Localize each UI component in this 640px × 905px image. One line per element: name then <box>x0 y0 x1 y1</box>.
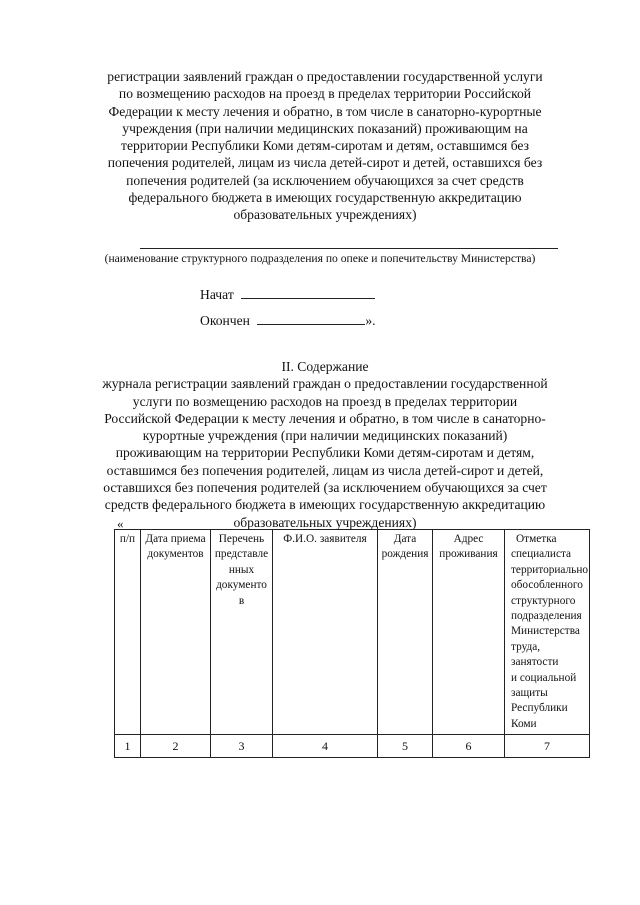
finished-label: Окончен <box>200 313 250 328</box>
quote-mark: « <box>117 516 124 531</box>
column-number-cell: 7 <box>505 735 590 758</box>
section-line: проживающим на территории Республики Коми детям-сиротам и детям, <box>115 445 535 461</box>
header-cell-applicant-name: Ф.И.О. заявителя <box>273 530 378 735</box>
journal-title <box>60 68 590 224</box>
table-header-row <box>115 530 590 735</box>
department-caption: (наименование структурного подразделения по опеке и попечительству Министерства) <box>104 252 536 265</box>
started-row <box>200 287 375 303</box>
header-cell-birth-date: Дата рождения <box>378 530 433 735</box>
section-line: услуги по возмещению расходов на проезд в пределах территории <box>132 393 518 409</box>
header-cell-number: п/п <box>115 530 141 735</box>
column-number-cell: 5 <box>378 735 433 758</box>
title-line: регистрации заявлений граждан о предоставлении государственной услуги <box>107 69 543 84</box>
column-number-cell: 1 <box>115 735 141 758</box>
table-numbering-row <box>115 735 590 758</box>
finished-suffix: ». <box>365 313 376 328</box>
title-line: попечения родителей (за исключением обучающихся за счет средств <box>126 172 524 188</box>
title-line: попечения родителей, лицам из числа детей-сирот и детей, оставшихся без <box>107 155 543 171</box>
section-line: оставшихся без попечения родителей (за исключением обучающихся за счет <box>103 480 547 496</box>
title-line: Федерации к месту лечения и обратно, в том числе в санаторно-курортные <box>108 103 542 119</box>
department-name-line <box>140 248 558 249</box>
section-line: средств федерального бюджета в имеющих государственную аккредитацию <box>104 497 546 513</box>
title-line: территории Республики Коми детям-сиротам и детям, оставшимся без <box>121 138 529 154</box>
started-label: Начат <box>200 287 234 302</box>
section-heading <box>60 358 590 531</box>
title-line: образовательных учреждениях) <box>233 207 417 223</box>
finished-date-blank <box>257 313 365 325</box>
header-cell-address: Адрес проживания <box>433 530 505 735</box>
section-line: II. Содержание <box>281 359 369 374</box>
finished-row <box>200 313 376 329</box>
header-cell-specialist-mark: Отметка специалиста территориально обособленного структурного подразделения Министерства труда, занятости и социальной защиты Республики Коми <box>505 530 590 735</box>
section-line: Российской Федерации к месту лечения и обратно, в том числе в санаторно- <box>104 410 546 426</box>
section-line: оставшимся без попечения родителей, лицам из числа детей-сирот и детей, <box>106 462 544 478</box>
title-line: по возмещению расходов на проезд в пределах территории Российской <box>118 86 532 102</box>
section-line: журнала регистрации заявлений граждан о предоставлении государственной <box>102 376 548 392</box>
column-number-cell: 3 <box>211 735 273 758</box>
section-line: курортные учреждения (при наличии медицинских показаний) <box>142 428 508 444</box>
section-line: образовательных учреждениях) <box>233 514 417 530</box>
title-line: федерального бюджета в имеющих государственную аккредитацию <box>128 190 522 206</box>
column-number-cell: 6 <box>433 735 505 758</box>
column-number-cell: 2 <box>141 735 211 758</box>
title-line: учреждения (при наличии медицинских показаний) проживающим на <box>122 120 528 136</box>
header-cell-date-received: Дата приема документов <box>141 530 211 735</box>
header-cell-documents-list: Перечень представле нных документо в <box>211 530 273 735</box>
journal-table <box>114 529 590 758</box>
started-date-blank <box>241 287 375 299</box>
column-number-cell: 4 <box>273 735 378 758</box>
